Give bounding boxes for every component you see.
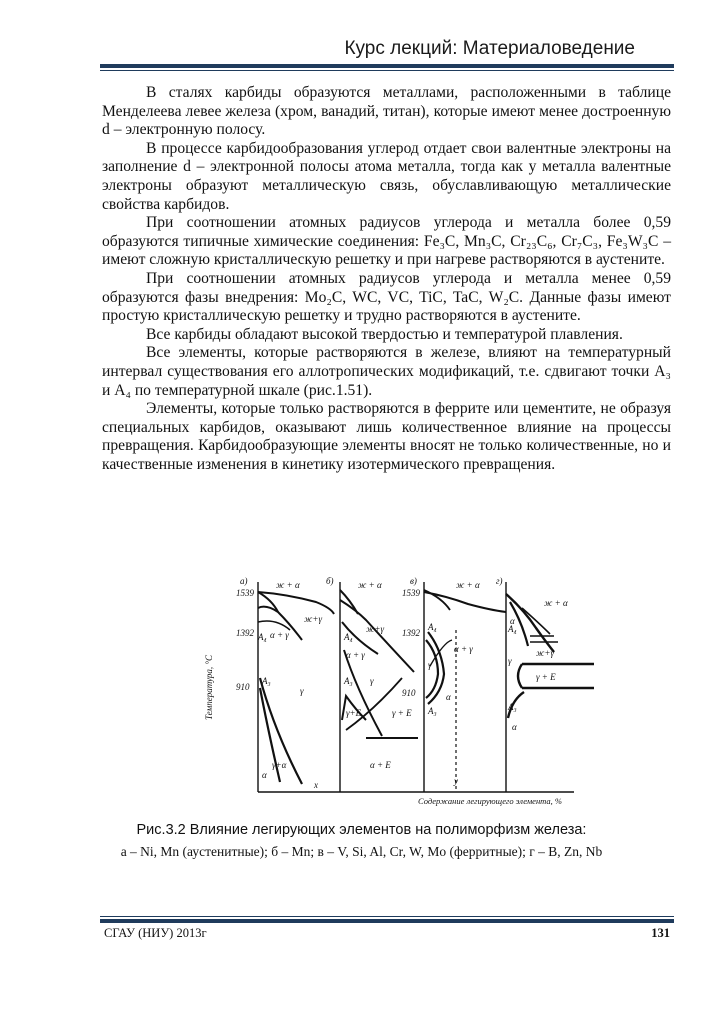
region-zh-gamma-d: ж+γ (536, 648, 554, 658)
temp-1392-c: 1392 (402, 628, 420, 638)
panel-label-a: а) (240, 576, 248, 586)
paragraph: Элементы, которые только растворяются в феррите или цементите, не образуя специальных карбидов, оказывают лишь количественное влияние на процессы превращения. Карбидообразующие элементы вносят не только количественные, но и качественные изменения в кинетику изотермического превращения. (102, 400, 671, 473)
y-axis-label: Температура, °С (204, 655, 214, 720)
region-alpha-E-b: α + E (370, 760, 391, 770)
figure-caption-subtitle: а – Ni, Mn (аустенитные); б – Mn; в – V, Si, Al, Cr, W, Mo (ферритные); г – B, Zn, Nb (120, 844, 603, 859)
region-alpha-d: α (510, 616, 515, 626)
temp-1539-c: 1539 (402, 588, 420, 598)
x-axis-label: Содержание легирующего элемента, % (418, 796, 562, 806)
paragraph: При соотношении атомных радиусов углерода и металла менее 0,59 образуются фазы внедрения: Mo₂C, WC, VC, TiC, TaC, W₂C. Данные фазы имеют простую кристаллическую решетку и трудно растворяются в аустените. (102, 269, 671, 325)
region-alpha-d-low: α (512, 722, 517, 732)
header-rule-thin (100, 70, 674, 71)
header-rule-thick (100, 64, 674, 68)
footer-rule-thick (100, 919, 674, 923)
paragraph: В сталях карбиды образуются металлами, расположенными в таблице Менделеева левее железа (хром, ванадий, титан), которые имеют менее достроенную d – электронную полосу. (102, 84, 671, 139)
footer-rule-thin (100, 916, 674, 917)
label-A3-c: A₃ (428, 706, 437, 716)
region-gamma-E-d: γ + E (536, 672, 556, 682)
panel-label-d: г) (496, 576, 503, 586)
region-alpha-a: α (262, 770, 267, 780)
region-alpha-c: α (446, 692, 451, 702)
region-zh-alpha-d: ж + α (544, 598, 568, 608)
label-A4-a: A₄ (258, 632, 267, 642)
label-A3-a: A₃ (262, 676, 271, 686)
region-alpha-gamma-a: α + γ (270, 630, 289, 640)
label-A3-d: A₃ (508, 702, 517, 712)
temp-1392: 1392 (236, 628, 254, 638)
region-alpha-gamma-b: α + γ (346, 650, 365, 660)
panel-label-c: в) (410, 576, 417, 586)
paragraph: В процессе карбидообразования углерод отдает свои валентные электроны на заполнение d – электронной полосы атома металла, тогда как у металла валентные электроны образуют металлическую связь, обуславливающую металлические свойства карбидов. (102, 139, 671, 213)
label-y: y (454, 776, 458, 786)
temp-910: 910 (236, 682, 250, 692)
region-gamma-E-b: γ + E (392, 708, 412, 718)
paragraph: Все элементы, которые растворяются в железе, влияют на температурный интервал существования его аллотропических модификаций, т.е. сдвигают точки A₃ и A₄ по температурной шкале (рис.1.51). (102, 344, 671, 399)
paragraph: Все карбиды обладают высокой твердостью и температурой плавления. (146, 325, 623, 343)
paragraph: При соотношении атомных радиусов углерода и металла более 0,59 образуются типичные химические соединения: Fe₃C, Mn₃C, Cr₂₃C₆, Cr₇C₃, Fe₃W₃C –имеют сложную кристаллическую решетку и при нагреве растворяются в аустените. (102, 214, 671, 269)
region-gamma-d: γ (508, 656, 512, 666)
region-gamma-alpha-a: γ+α (272, 760, 287, 770)
label-A4-b: A₄ (344, 632, 353, 642)
body-text (102, 84, 671, 474)
temp-1539: 1539 (236, 588, 254, 598)
temp-910-c: 910 (402, 688, 416, 698)
footer-institution: СГАУ (НИУ) 2013г (104, 926, 207, 940)
label-A4-d: A₄ (508, 624, 517, 634)
label-A4-c: A₄ (428, 622, 437, 632)
region-gamma-a: γ (300, 686, 304, 696)
region-zh-alpha-c: ж + α (456, 580, 480, 590)
page-header-title: Курс лекций: Материаловедение (344, 38, 635, 59)
panel-label-b: б) (326, 576, 334, 586)
region-zh-alpha-b: ж + α (358, 580, 382, 590)
figure-caption-title: Рис.3.2 Влияние легирующих элементов на полиморфизм железа: (136, 822, 587, 838)
region-zh-gamma-b: ж+γ (366, 624, 384, 634)
region-zh-gamma-a: ж+γ (304, 614, 322, 624)
region-gamma-E-short-b: γ+E (346, 708, 362, 718)
label-A3-b: A₃ (344, 676, 353, 686)
label-x: x (314, 780, 318, 790)
region-gamma-b: γ (370, 676, 374, 686)
region-alpha-gamma-c: α + γ (454, 644, 473, 654)
region-gamma-c: γ (428, 660, 432, 670)
page-number: 131 (651, 926, 670, 940)
region-zh-alpha-a: ж + α (276, 580, 300, 590)
phase-diagram-figure (206, 570, 596, 814)
